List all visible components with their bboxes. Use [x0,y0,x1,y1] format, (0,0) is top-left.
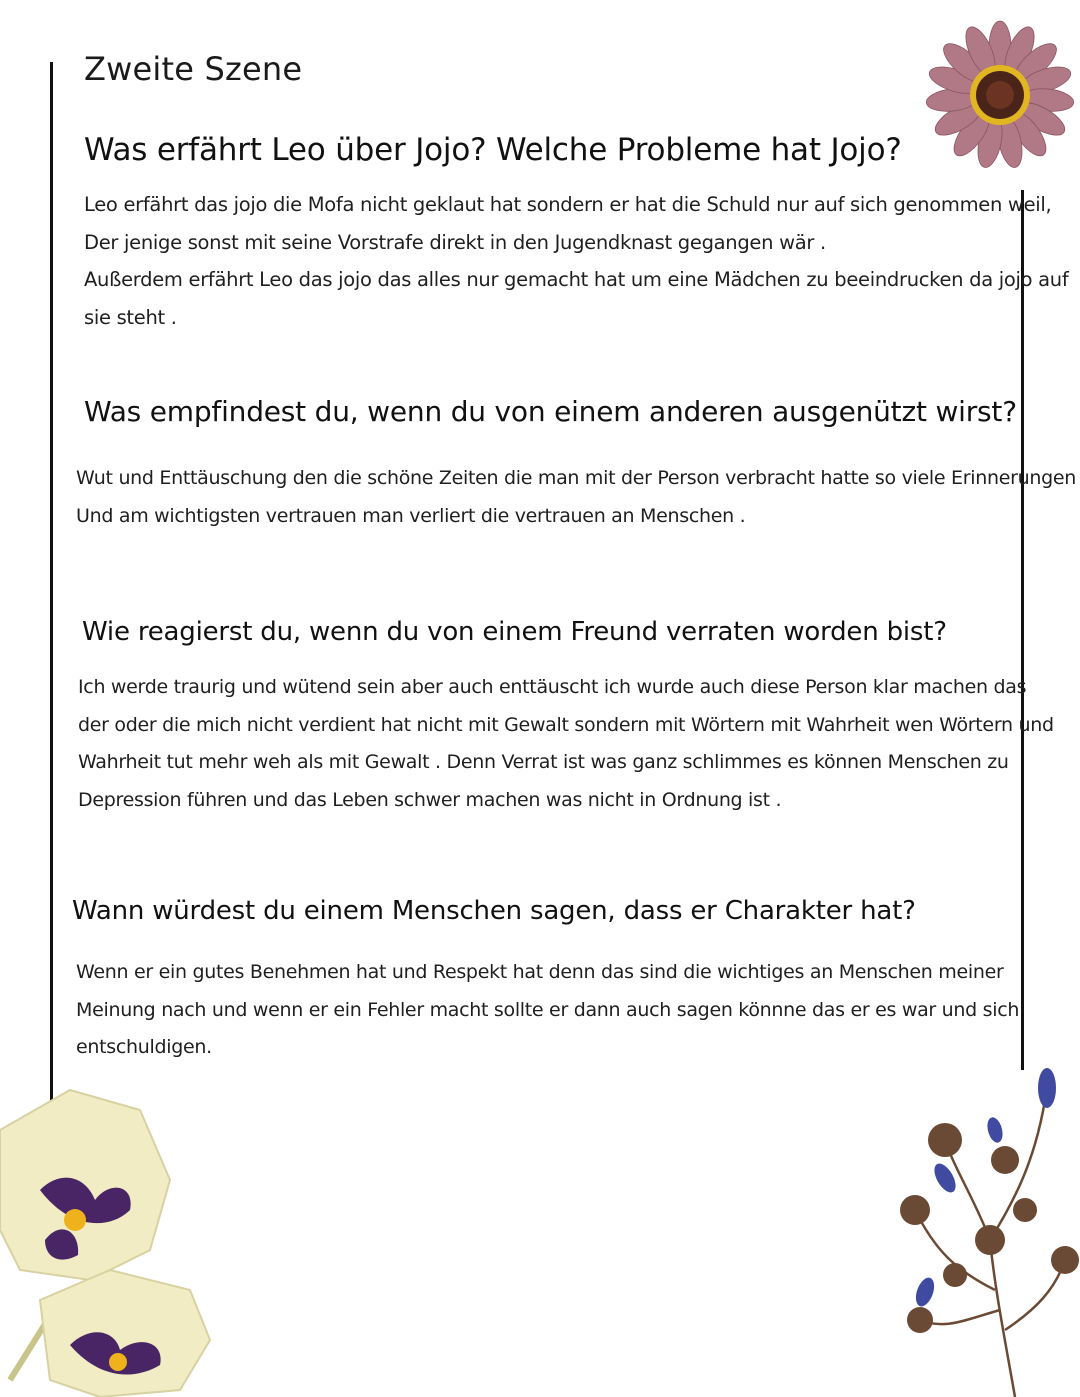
pressed-daisy-icon [925,20,1075,170]
answer-line: Und am wichtigsten vertrauen man verliert die vertrauen an Menschen . [76,504,746,527]
answer-line: Wahrheit tut mehr weh als mit Gewalt . Denn Verrat ist was ganz schlimmes es können Menschen zu [78,751,1009,773]
answer-line: Der jenige sonst mit seine Vorstrafe direkt in den Jugendknast gegangen wär . [84,230,826,254]
answer-2 [76,460,1076,535]
question-2: Was empfindest du, wenn du von einem anderen ausgenützt wirst? [84,395,1017,428]
answer-line: Wenn er ein gutes Benehmen hat und Respekt hat denn das sind die wichtiges an Menschen meiner [76,961,1004,983]
question-3: Wie reagierst du, wenn du von einem Freund verraten worden bist? [82,617,947,647]
page-title: Zweite Szene [84,50,303,88]
answer-line: Außerdem erfährt Leo das jojo das alles nur gemacht hat um eine Mädchen zu beeindrucken da jojo auf [84,268,1069,291]
dried-bellflower-icon [895,1060,1080,1397]
question-4: Wann würdest du einem Menschen sagen, dass er Charakter hat? [72,896,916,926]
answer-1 [84,186,1068,336]
question-1: Was erfährt Leo über Jojo? Welche Probleme hat Jojo? [84,132,902,168]
left-margin-line [50,62,53,1102]
answer-line: entschuldigen. [76,1036,212,1058]
answer-line: der oder die mich nicht verdient hat nicht mit Gewalt sondern mit Wörtern mit Wahrheit wen Wörtern und [78,713,1054,736]
answer-line: Depression führen und das Leben schwer machen was nicht in Ordnung ist . [78,788,782,811]
answer-line: Meinung nach und wenn er ein Fehler macht sollte er dann auch sagen könnne das er es war und sich [76,998,1020,1021]
answer-line: sie steht . [84,305,177,329]
pressed-pansy-icon [0,1080,240,1397]
answer-line: Wut und Enttäuschung den die schöne Zeiten die man mit der Person verbracht hatte so viele Erinnerungen [76,467,1076,489]
answer-3 [78,669,1054,819]
answer-line: Ich werde traurig und wütend sein aber auch enttäuscht ich wurde auch diese Person klar machen das [78,676,1027,698]
answer-4 [76,954,1019,1067]
answer-line: Leo erfährt das jojo die Mofa nicht geklaut hat sondern er hat die Schuld nur auf sich genommen weil, [84,193,1052,216]
